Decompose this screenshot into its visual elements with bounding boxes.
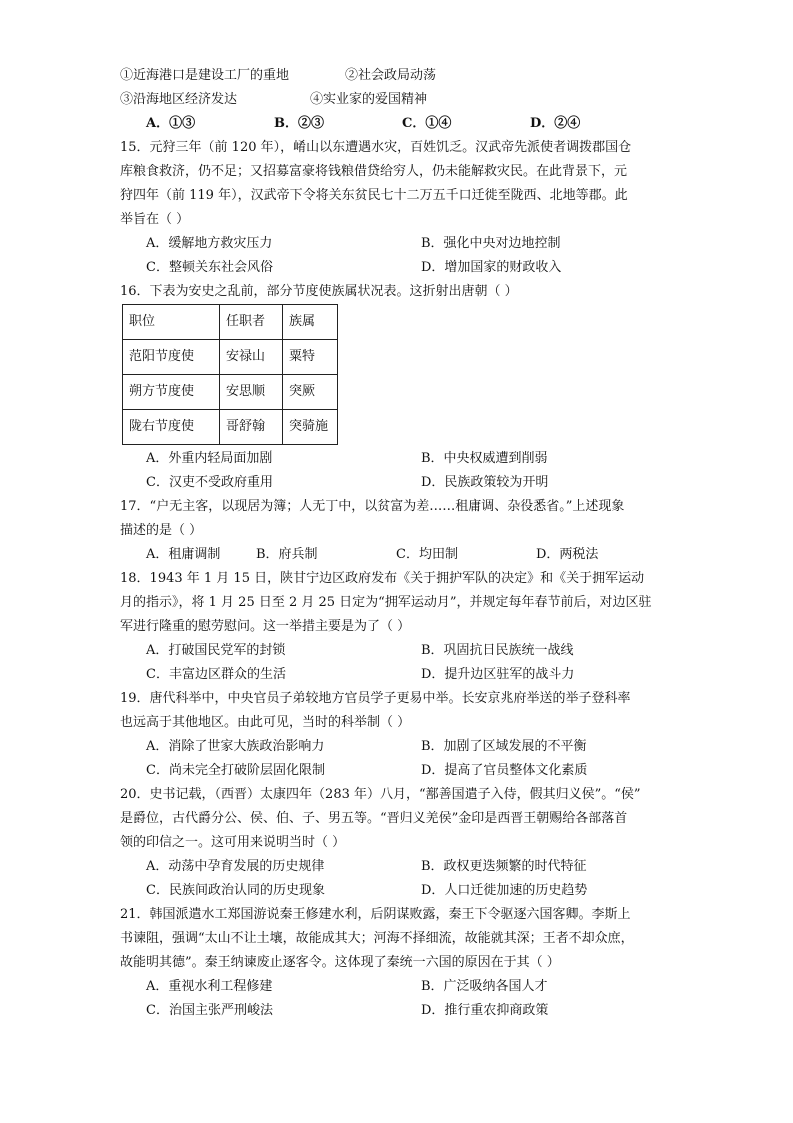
table-cell: 突骑施 [283, 410, 338, 445]
q14-statement-2: ②社会政局动荡 [345, 68, 437, 83]
q16-options-row1 [120, 447, 670, 471]
q20-option-b[interactable]: B．政权更迭频繁的时代特征 [421, 859, 587, 874]
q16-options-row2 [120, 471, 670, 495]
q15-stem-line2: 库粮食救济，仍不足；又招募富豪将钱粮借贷给穷人，仍未能解救灾民。在此背景下，元 [120, 164, 628, 179]
q14-statement-3: ③沿海地区经济发达 [120, 92, 238, 107]
table-cell: 哥舒翰 [220, 410, 283, 445]
q14-option-b[interactable]: B．②③ [274, 116, 324, 131]
q18-stem-line3: 军进行隆重的慰劳慰问。这一举措主要是为了（ ） [120, 619, 411, 634]
table-cell: 突厥 [283, 375, 338, 410]
q15-option-d[interactable]: D．增加国家的财政收入 [421, 260, 562, 275]
q15-stem-line4: 举旨在（ ） [120, 212, 190, 227]
table-cell: 陇右节度使 [123, 410, 220, 445]
q20-stem-line3: 领的印信之一。这可用来说明当时（ ） [120, 835, 346, 850]
q19-stem-line1: 19．唐代科举中，中央官员子弟较地方官员学子更易中举。长安京兆府举送的举子登科率 [120, 691, 631, 706]
q18-options-row1 [120, 639, 670, 663]
q18-option-c[interactable]: C．丰富边区群众的生活 [146, 667, 286, 682]
q19-option-b[interactable]: B．加剧了区域发展的不平衡 [421, 739, 587, 754]
table-header-row [123, 305, 338, 340]
table-cell: 粟特 [283, 340, 338, 375]
q15-option-a[interactable]: A．缓解地方救灾压力 [146, 236, 273, 251]
q14-option-a[interactable]: A．①③ [146, 116, 196, 131]
q14-statements-row2 [120, 88, 670, 112]
q18-stem-line1: 18．1943 年 1 月 15 日，陕甘宁边区政府发布《关于拥护军队的决定》和《关于拥军运动 [120, 571, 645, 586]
q18-options-row2 [120, 663, 670, 687]
q21-options-row2 [120, 999, 670, 1023]
table-cell: 安禄山 [220, 340, 283, 375]
q19-option-c[interactable]: C．尚未完全打破阶层固化限制 [146, 763, 325, 778]
q19-options-row2 [120, 759, 670, 783]
exam-page [120, 64, 670, 1023]
q14-statement-4: ④实业家的爱国精神 [310, 92, 428, 107]
q20-options-row1 [120, 855, 670, 879]
q17-option-a[interactable]: A．租庸调制 [146, 547, 221, 562]
q21-stem-line2: 书谏阻，强调“太山不让土壤，故能成其大；河海不择细流，故能就其深；王者不却众庶， [120, 931, 634, 946]
q17-option-c[interactable]: C．均田制 [396, 547, 458, 562]
q21-stem-line3: 故能明其德”。秦王纳谏废止逐客令。这体现了秦统一六国的原因在于其（ ） [120, 955, 560, 970]
table-row [123, 375, 338, 410]
q18-option-d[interactable]: D．提升边区驻军的战斗力 [421, 667, 575, 682]
q17-option-d[interactable]: D．两税法 [536, 547, 599, 562]
q19-stem-line2: 也远高于其他地区。由此可见，当时的科举制（ ） [120, 715, 411, 730]
q17-option-b[interactable]: B．府兵制 [256, 547, 318, 562]
q18-option-b[interactable]: B．巩固抗日民族统一战线 [421, 643, 574, 658]
table-cell: 朔方节度使 [123, 375, 220, 410]
q21-options-row1 [120, 975, 670, 999]
q16-option-a[interactable]: A．外重内轻局面加剧 [146, 451, 273, 466]
q19-option-a[interactable]: A．消除了世家大族政治影响力 [146, 739, 325, 754]
q15-option-b[interactable]: B．强化中央对边地控制 [421, 236, 561, 251]
q14-option-c[interactable]: C．①④ [402, 116, 452, 131]
q18-stem-line2: 月的指示》，将 1 月 25 日至 2 月 25 日定为“拥军运动月”，并规定每年春节前后，对边区驻 [120, 595, 652, 610]
q14-statements-row1 [120, 64, 670, 88]
q16-option-c[interactable]: C．汉吏不受政府重用 [146, 475, 273, 490]
q21-option-b[interactable]: B．广泛吸纳各国人才 [421, 979, 548, 994]
table-cell: 范阳节度使 [123, 340, 220, 375]
table-header-cell: 族属 [283, 305, 338, 340]
q16-stem: 16．下表为安史之乱前，部分节度使族属状况表。这折射出唐朝（ ） [120, 284, 518, 299]
q15-stem-line3: 狩四年（前 119 年），汉武帝下令将关东贫民七十二万五千口迁徙至陇西、北地等郡。此 [120, 188, 628, 203]
q21-option-a[interactable]: A．重视水利工程修建 [146, 979, 273, 994]
q15-stem-line1: 15．元狩三年（前 120 年），崤山以东遭遇水灾，百姓饥乏。汉武帝先派使者调拨郡国仓 [120, 140, 632, 155]
q19-options-row1 [120, 735, 670, 759]
table-header-cell: 职位 [123, 305, 220, 340]
q18-option-a[interactable]: A．打破国民党军的封锁 [146, 643, 286, 658]
q15-option-c[interactable]: C．整顿关东社会风俗 [146, 260, 273, 275]
q20-options-row2 [120, 879, 670, 903]
table-cell: 安思顺 [220, 375, 283, 410]
q16-table [122, 304, 338, 445]
q16-option-b[interactable]: B．中央权威遭到削弱 [421, 451, 548, 466]
q14-option-d[interactable]: D．②④ [530, 116, 581, 131]
q17-stem-line2: 描述的是（ ） [120, 523, 203, 538]
q15-options-row1 [120, 232, 670, 256]
q17-stem-line1: 17．“户无主客，以现居为簿；人无丁中，以贫富为差……租庸调、杂役悉省。”上述现象 [120, 499, 625, 514]
q21-option-c[interactable]: C．治国主张严刑峻法 [146, 1003, 273, 1018]
q20-option-d[interactable]: D．人口迁徙加速的历史趋势 [421, 883, 588, 898]
table-row [123, 410, 338, 445]
q20-stem-line1: 20．史书记载，（西晋）太康四年（283 年）八月，“鄯善国遣子入侍，假其归义侯”。“侯” [120, 787, 641, 802]
q21-stem-line1: 21．韩国派遣水工郑国游说秦王修建水利，后阴谋败露，秦王下令驱逐六国客卿。李斯上 [120, 907, 631, 922]
q19-option-d[interactable]: D．提高了官员整体文化素质 [421, 763, 588, 778]
q17-options [120, 543, 670, 567]
table-header-cell: 任职者 [220, 305, 283, 340]
q21-option-d[interactable]: D．推行重农抑商政策 [421, 1003, 549, 1018]
q15-options-row2 [120, 256, 670, 280]
q20-option-c[interactable]: C．民族间政治认同的历史现象 [146, 883, 325, 898]
q16-option-d[interactable]: D．民族政策较为开明 [421, 475, 549, 490]
q14-options [120, 112, 670, 136]
q20-stem-line2: 是爵位，古代爵分公、侯、伯、子、男五等。“晋归义羌侯”金印是西晋王朝赐给各部落首 [120, 811, 628, 826]
q14-statement-1: ①近海港口是建设工厂的重地 [120, 68, 290, 83]
q20-option-a[interactable]: A．动荡中孕育发展的历史规律 [146, 859, 325, 874]
table-row [123, 340, 338, 375]
